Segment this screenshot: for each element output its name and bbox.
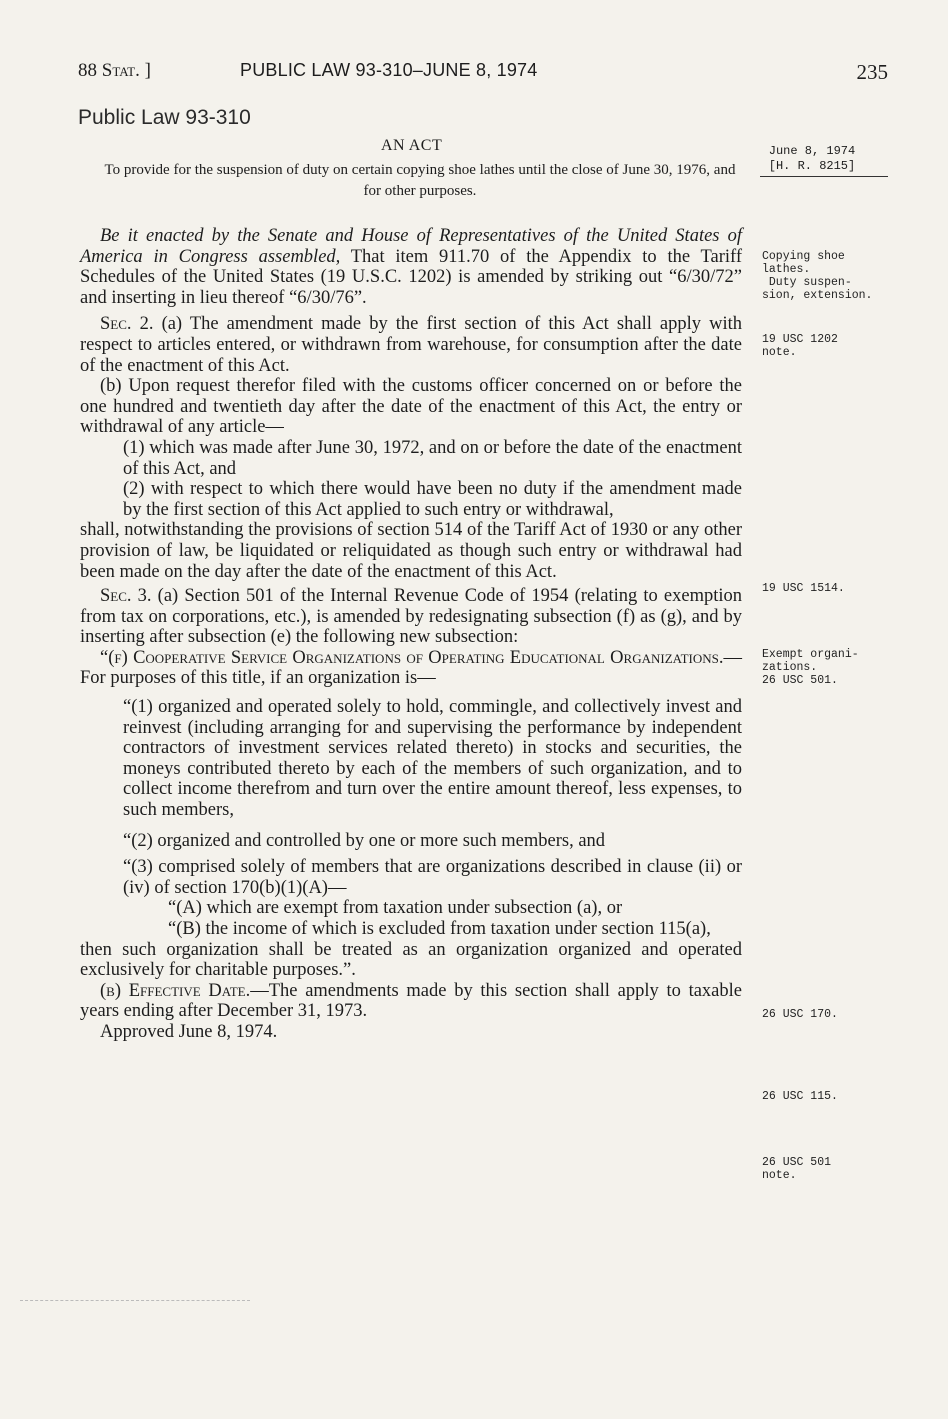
statute-reference: 88 Stat. ] [78,60,151,81]
margin-note-19-usc-1514: 19 USC 1514. [762,582,845,595]
margin-note-copying-shoe-lathes: Copying shoe lathes. Duty suspen- sion, extension. [762,250,873,302]
section-2b-tail: shall, notwithstanding the provisions of section 514 of the Tariff Act of 1930 or any other provision of law, be liquidated or reliquidated as though such entry or withdrawal had been made on the day after the date of the enactment of this Act. [80,520,742,582]
section-2b: (b) Upon request therefor filed with the customs officer concerned on or before the one hundred and twentieth day after the date of the enactment of this Act, the entry or withdrawal of any article— [80,376,742,438]
act-body [80,226,742,1043]
act-purpose: To provide for the suspension of duty on certain copying shoe lathes until the close of June 30, 1976, and for other purposes. [104,162,736,199]
section-3f-3: “(3) comprised solely of members that are organizations described in clause (ii) or (iv) of section 170(b)(1)(A)— [123,857,742,898]
section-2b-2: (2) with respect to which there would have been no duty if the amendment made by the first section of this Act applied to such entry or withdrawal, [123,479,742,520]
enactment-date: June 8, 1974 [768,144,856,158]
section-3f-2: “(2) organized and controlled by one or more such members, and [123,830,606,851]
margin-note-26-usc-170: 26 USC 170. [762,1008,838,1021]
section-3f-3-B: “(B) the income of which is excluded from taxation under section 115(a), [168,919,711,939]
section-3a: Sec. 3. (a) Section 501 of the Internal Revenue Code of 1954 (relating to exemption from tax on corporations, etc.), is amended by redesignating subsection (f) as (g), and by inserting after subsection (e) the following new subsection: [80,586,742,648]
margin-note-26-usc-115: 26 USC 115. [762,1090,838,1103]
margin-note-exempt-organizations: Exempt organi- zations. 26 USC 501. [762,648,859,687]
running-head-title: PUBLIC LAW 93-310–JUNE 8, 1974 [240,60,538,80]
section-3f-tail: then such organization shall be treated as an organization organized and operated exclusively for charitable purposes.”. [80,939,742,981]
section-2b-1: (1) which was made after June 30, 1972, and on or before the date of the enactment of this Act, and [123,437,742,479]
margin-note-26-usc-501-note: 26 USC 501 note. [762,1156,832,1182]
enacting-clause: Be it enacted by the Senate and House of Representatives of the United States of America in Congress assembled, [80,226,742,267]
section-3f-3-A: “(A) which are exempt from taxation under subsection (a), or [168,898,623,919]
section-3b: (b) Effective Date.—The amendments made by this section shall apply to taxable years ending after December 31, 1973. [80,980,742,1022]
act-heading: AN ACT [381,137,443,154]
section-1: Be it enacted by the Senate and House of Representatives of the United States of America in Congress assembled, That item 911.70 of the Appendix to the Tariff Schedules of the United States (19 U.S.C. 1202) is amended by striking out “6/30/72” and inserting in lieu thereof “6/30/76”. [80,226,742,308]
bill-number: [H. R. 8215] [768,159,856,173]
section-3f: “(f) Cooperative Service Organizations of Operating Educational Organizations.—For purposes of this title, if an organization is— [80,647,742,689]
faint-rule [20,1300,250,1301]
approval-date: Approved June 8, 1974. [100,1021,278,1042]
date-rule [760,176,888,177]
section-3f-1: “(1) organized and operated solely to hold, commingle, and collectively invest and reinvest (including arranging for and supervising the performance by independent contractors of investment services related thereto) in stocks and securities, the moneys contributed thereto by each of the members of such organization, and to collect income therefrom and turn over the entire amount thereof, less expenses, to such members, [123,697,742,821]
section-2a: Sec. 2. (a) The amendment made by the first section of this Act shall apply with respect to articles entered, or withdrawn from warehouse, for consumption after the date of the enactment of this Act. [80,314,742,376]
page-number: 235 [856,60,888,84]
date-box [762,144,862,174]
margin-note-19-usc-1202: 19 USC 1202 note. [762,333,838,359]
law-title: Public Law 93-310 [78,106,251,129]
